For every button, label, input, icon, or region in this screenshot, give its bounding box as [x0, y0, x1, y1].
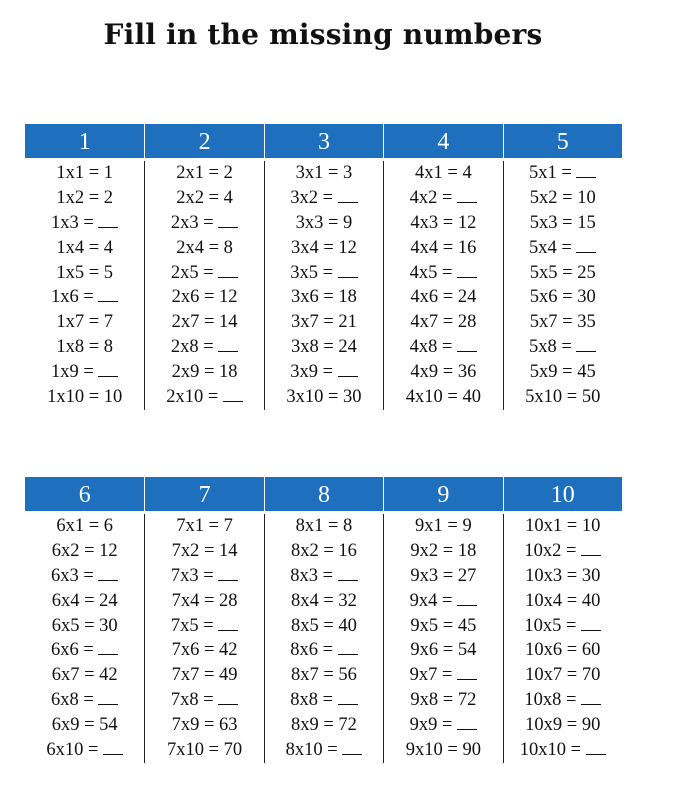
column-header: 1: [78, 129, 91, 155]
fact-text: 8x3 =: [290, 565, 338, 586]
multiplication-fact: [25, 385, 144, 410]
fact-text: 6x6 =: [50, 640, 99, 661]
answer-blank[interactable]: [98, 362, 118, 377]
answer-blank[interactable]: [98, 566, 118, 581]
multiplication-fact: [384, 688, 502, 713]
multiplication-fact: [265, 211, 383, 236]
answer-blank[interactable]: [98, 640, 118, 655]
fact-text: 2x9 = 18: [171, 362, 238, 383]
answer-blank[interactable]: [457, 263, 477, 278]
fact-text: 9x4 =: [409, 590, 458, 611]
multiplication-fact: [265, 186, 383, 211]
answer-blank[interactable]: [581, 616, 601, 631]
multiplication-fact: [145, 688, 263, 713]
multiplication-fact: [265, 564, 383, 589]
fact-text: 7x1 = 7: [176, 516, 233, 536]
answer-blank[interactable]: [581, 690, 601, 705]
fact-text: 5x4 =: [529, 237, 577, 258]
answer-blank[interactable]: [218, 690, 238, 705]
fact-text: 7x9 = 63: [171, 715, 238, 736]
multiplication-fact: [265, 385, 383, 410]
fact-text: 3x1 = 3: [295, 163, 353, 183]
multiplication-fact: [504, 211, 622, 236]
multiplication-fact: [25, 614, 144, 639]
fact-text: 4x9 = 36: [410, 362, 477, 383]
answer-blank[interactable]: [218, 337, 238, 352]
answer-blank[interactable]: [586, 740, 606, 755]
fact-text: 4x3 = 12: [410, 212, 477, 233]
multiplication-fact: [504, 385, 622, 410]
fact-text: 6x8 =: [50, 690, 99, 711]
answer-blank[interactable]: [457, 591, 477, 606]
column-header: 3: [264, 124, 383, 158]
fact-text: 4x7 = 28: [410, 312, 477, 333]
multiplication-fact: [384, 539, 502, 564]
answer-blank[interactable]: [98, 690, 118, 705]
multiplication-fact: [25, 738, 144, 763]
facts-column: [144, 514, 263, 763]
fact-text: 1x3 =: [50, 212, 99, 233]
multiplication-fact: [384, 713, 502, 738]
answer-blank[interactable]: [576, 163, 596, 178]
fact-text: 8x7 = 56: [291, 665, 357, 686]
answer-blank[interactable]: [218, 213, 238, 228]
fact-text: 9x7 =: [409, 665, 458, 686]
multiplication-fact: [25, 236, 144, 261]
multiplication-fact: [504, 738, 622, 763]
multiplication-fact: [145, 310, 263, 335]
facts-column: [144, 161, 263, 410]
facts-column: [383, 514, 502, 763]
multiplication-fact: [265, 663, 383, 688]
multiplication-fact: [265, 285, 383, 310]
multiplication-fact: [145, 161, 263, 186]
multiplication-fact: [384, 360, 502, 385]
multiplication-fact: [265, 261, 383, 286]
fact-text: 2x10 =: [166, 387, 223, 408]
answer-blank[interactable]: [457, 715, 477, 730]
multiplication-fact: [145, 738, 263, 763]
multiplication-fact: [145, 360, 263, 385]
fact-text: 9x5 = 45: [410, 615, 477, 636]
multiplication-fact: [145, 385, 263, 410]
fact-text: 9x6 = 54: [410, 640, 477, 661]
fact-text: 2x7 = 14: [171, 312, 238, 333]
fact-text: 3x6 = 18: [291, 287, 357, 308]
column-header: 5: [503, 124, 622, 158]
multiplication-fact: [504, 713, 622, 738]
multiplication-fact: [25, 539, 144, 564]
fact-text: 3x3 = 9: [295, 212, 353, 233]
fact-text: 5x1 =: [529, 163, 577, 183]
fact-text: 5x5 = 25: [529, 262, 596, 283]
fact-text: 2x6 = 12: [171, 287, 238, 308]
fact-text: 1x6 =: [50, 287, 99, 308]
column-header: 7: [144, 477, 263, 511]
multiplication-fact: [25, 360, 144, 385]
fact-text: 1x10 = 10: [47, 387, 123, 408]
header-row: [25, 124, 622, 158]
fact-text: 4x2 =: [409, 187, 458, 208]
fact-text: 10x2 =: [524, 540, 582, 561]
multiplication-fact: [504, 638, 622, 663]
multiplication-fact: [504, 614, 622, 639]
multiplication-fact: [384, 186, 502, 211]
multiplication-fact: [25, 564, 144, 589]
column-header: 10: [503, 477, 622, 511]
fact-text: 10x5 =: [524, 615, 582, 636]
fact-text: 3x10 = 30: [286, 387, 362, 408]
fact-text: 6x10 =: [46, 740, 104, 761]
answer-blank[interactable]: [338, 690, 358, 705]
fact-text: 3x7 = 21: [291, 312, 357, 333]
multiplication-fact: [25, 335, 144, 360]
multiplication-fact: [25, 310, 144, 335]
multiplication-fact: [504, 514, 622, 539]
answer-blank[interactable]: [223, 387, 243, 402]
fact-text: 2x2 = 4: [176, 187, 233, 208]
fact-text: 9x2 = 18: [410, 540, 477, 561]
fact-text: 7x7 = 49: [171, 665, 238, 686]
multiplication-fact: [384, 738, 502, 763]
multiplication-fact: [265, 738, 383, 763]
multiplication-fact: [384, 589, 502, 614]
multiplication-fact: [265, 688, 383, 713]
fact-text: 6x7 = 42: [51, 665, 118, 686]
fact-text: 5x9 = 45: [529, 362, 596, 383]
multiplication-fact: [384, 564, 502, 589]
fact-text: 3x4 = 12: [291, 237, 357, 258]
fact-text: 9x1 = 9: [415, 516, 472, 536]
multiplication-fact: [504, 688, 622, 713]
multiplication-fact: [265, 310, 383, 335]
fact-text: 7x5 =: [170, 615, 219, 636]
fact-text: 5x8 =: [529, 337, 577, 358]
fact-text: 10x9 = 90: [525, 715, 601, 736]
multiplication-fact: [265, 335, 383, 360]
fact-text: 5x7 = 35: [529, 312, 596, 333]
answer-blank[interactable]: [342, 740, 362, 755]
fact-text: 7x6 = 42: [171, 640, 238, 661]
column-header: 8: [264, 477, 383, 511]
facts-column: [383, 161, 502, 410]
fact-text: 4x6 = 24: [410, 287, 477, 308]
multiplication-fact: [384, 261, 502, 286]
fact-text: 8x1 = 8: [295, 516, 353, 536]
fact-text: 10x1 = 10: [525, 516, 601, 536]
facts-column: [264, 161, 383, 410]
multiplication-fact: [145, 663, 263, 688]
fact-text: 7x2 = 14: [171, 540, 238, 561]
answer-blank[interactable]: [338, 362, 358, 377]
multiplication-fact: [145, 186, 263, 211]
answer-blank[interactable]: [457, 188, 477, 203]
multiplication-fact: [25, 161, 144, 186]
fact-text: 9x9 =: [409, 715, 458, 736]
multiplication-fact: [265, 360, 383, 385]
column-header: 9: [383, 477, 502, 511]
fact-text: 9x8 = 72: [410, 690, 477, 711]
fact-text: 6x4 = 24: [51, 590, 118, 611]
facts-columns: [25, 511, 622, 763]
fact-text: 7x4 = 28: [171, 590, 238, 611]
multiplication-fact: [504, 360, 622, 385]
multiplication-fact: [145, 539, 263, 564]
fact-text: 9x10 = 90: [405, 740, 481, 761]
multiplication-fact: [504, 285, 622, 310]
multiplication-fact: [145, 285, 263, 310]
fact-text: 4x4 = 16: [410, 237, 477, 258]
fact-text: 4x10 = 40: [405, 387, 481, 408]
fact-text: 2x4 = 8: [176, 237, 233, 258]
multiplication-fact: [145, 713, 263, 738]
fact-text: 1x4 = 4: [56, 237, 114, 258]
multiplication-fact: [145, 614, 263, 639]
multiplication-fact: [145, 211, 263, 236]
fact-text: 5x3 = 15: [529, 212, 596, 233]
fact-text: 10x10 =: [519, 740, 586, 761]
answer-blank[interactable]: [218, 616, 238, 631]
multiplication-fact: [504, 161, 622, 186]
fact-text: 7x10 = 70: [166, 740, 243, 761]
fact-text: 8x8 =: [290, 690, 338, 711]
multiplication-fact: [25, 713, 144, 738]
fact-text: 6x2 = 12: [51, 540, 118, 561]
fact-text: 2x3 =: [170, 212, 219, 233]
fact-text: 8x9 = 72: [291, 715, 357, 736]
fact-text: 10x4 = 40: [525, 590, 601, 611]
multiplication-fact: [504, 663, 622, 688]
answer-blank[interactable]: [103, 740, 123, 755]
multiplication-fact: [25, 638, 144, 663]
answer-blank[interactable]: [338, 640, 358, 655]
multiplication-fact: [265, 161, 383, 186]
answer-blank[interactable]: [218, 263, 238, 278]
multiplication-fact: [384, 514, 502, 539]
fact-text: 1x5 = 5: [56, 262, 114, 283]
multiplication-fact: [145, 236, 263, 261]
multiplication-fact: [265, 713, 383, 738]
fact-text: 5x6 = 30: [529, 287, 596, 308]
fact-text: 4x8 =: [409, 337, 458, 358]
answer-blank[interactable]: [576, 337, 596, 352]
column-header: 2: [144, 124, 263, 158]
column-header: 4: [383, 124, 502, 158]
multiplication-fact: [504, 236, 622, 261]
facts-column: [25, 161, 144, 410]
fact-text: 5x10 = 50: [525, 387, 601, 408]
fact-text: 9x3 = 27: [410, 565, 477, 586]
multiplication-fact: [145, 335, 263, 360]
header-row: [25, 477, 622, 511]
fact-text: 8x6 =: [290, 640, 338, 661]
multiplication-fact: [265, 589, 383, 614]
multiplication-fact: [384, 285, 502, 310]
fact-text: 1x9 =: [50, 362, 99, 383]
facts-column: [25, 514, 144, 763]
table-block-2: [25, 477, 622, 763]
column-header: 6: [78, 482, 91, 508]
fact-text: 7x8 =: [170, 690, 219, 711]
facts-column: [503, 514, 622, 763]
multiplication-fact: [384, 663, 502, 688]
fact-text: 8x10 =: [285, 740, 343, 761]
multiplication-fact: [384, 614, 502, 639]
multiplication-fact: [384, 161, 502, 186]
multiplication-fact: [25, 186, 144, 211]
multiplication-fact: [504, 310, 622, 335]
multiplication-fact: [145, 638, 263, 663]
multiplication-fact: [25, 688, 144, 713]
fact-text: 3x8 = 24: [291, 337, 357, 358]
fact-text: 4x1 = 4: [415, 163, 472, 183]
table-block-1: [25, 124, 622, 410]
multiplication-fact: [265, 638, 383, 663]
multiplication-fact: [384, 385, 502, 410]
multiplication-fact: [25, 285, 144, 310]
multiplication-fact: [384, 211, 502, 236]
fact-text: 6x9 = 54: [51, 715, 118, 736]
multiplication-fact: [265, 539, 383, 564]
answer-blank[interactable]: [457, 665, 477, 680]
multiplication-fact: [145, 261, 263, 286]
multiplication-fact: [145, 589, 263, 614]
fact-text: 2x5 =: [170, 262, 219, 283]
fact-text: 6x3 =: [50, 565, 99, 586]
fact-text: 1x1 = 1: [56, 163, 114, 183]
fact-text: 1x2 = 2: [56, 187, 114, 208]
multiplication-fact: [384, 638, 502, 663]
fact-text: 5x2 = 10: [529, 187, 596, 208]
fact-text: 1x8 = 8: [56, 337, 114, 358]
answer-blank[interactable]: [581, 541, 601, 556]
multiplication-fact: [504, 589, 622, 614]
fact-text: 10x6 = 60: [525, 640, 601, 661]
multiplication-fact: [265, 514, 383, 539]
fact-text: 6x1 = 6: [56, 516, 114, 536]
fact-text: 3x9 =: [290, 362, 338, 383]
multiplication-fact: [25, 211, 144, 236]
multiplication-fact: [25, 261, 144, 286]
multiplication-fact: [384, 236, 502, 261]
facts-column: [264, 514, 383, 763]
multiplication-fact: [384, 310, 502, 335]
fact-text: 10x8 =: [524, 690, 582, 711]
multiplication-fact: [265, 236, 383, 261]
multiplication-fact: [384, 335, 502, 360]
multiplication-fact: [145, 564, 263, 589]
multiplication-fact: [504, 261, 622, 286]
multiplication-fact: [25, 663, 144, 688]
multiplication-fact: [265, 614, 383, 639]
fact-text: 2x1 = 2: [176, 163, 233, 183]
fact-text: 8x5 = 40: [291, 615, 357, 636]
page-title: Fill in the missing numbers: [103, 18, 543, 51]
fact-text: 10x3 = 30: [525, 565, 601, 586]
facts-columns: [25, 158, 622, 410]
fact-text: 8x2 = 16: [291, 540, 357, 561]
fact-text: 7x3 =: [170, 565, 219, 586]
fact-text: 3x5 =: [290, 262, 338, 283]
fact-text: 2x8 =: [170, 337, 219, 358]
answer-blank[interactable]: [338, 263, 358, 278]
answer-blank[interactable]: [98, 213, 118, 228]
multiplication-fact: [145, 514, 263, 539]
fact-text: 4x5 =: [409, 262, 458, 283]
fact-text: 10x7 = 70: [525, 665, 601, 686]
fact-text: 3x2 =: [290, 187, 338, 208]
fact-text: 6x5 = 30: [51, 615, 118, 636]
facts-column: [503, 161, 622, 410]
multiplication-fact: [504, 539, 622, 564]
multiplication-fact: [504, 564, 622, 589]
answer-blank[interactable]: [457, 337, 477, 352]
answer-blank[interactable]: [338, 188, 358, 203]
answer-blank[interactable]: [338, 566, 358, 581]
multiplication-fact: [25, 589, 144, 614]
multiplication-fact: [504, 186, 622, 211]
answer-blank[interactable]: [576, 238, 596, 253]
answer-blank[interactable]: [218, 566, 238, 581]
answer-blank[interactable]: [98, 287, 118, 302]
multiplication-fact: [504, 335, 622, 360]
multiplication-fact: [25, 514, 144, 539]
fact-text: 1x7 = 7: [56, 312, 114, 333]
fact-text: 8x4 = 32: [291, 590, 357, 611]
